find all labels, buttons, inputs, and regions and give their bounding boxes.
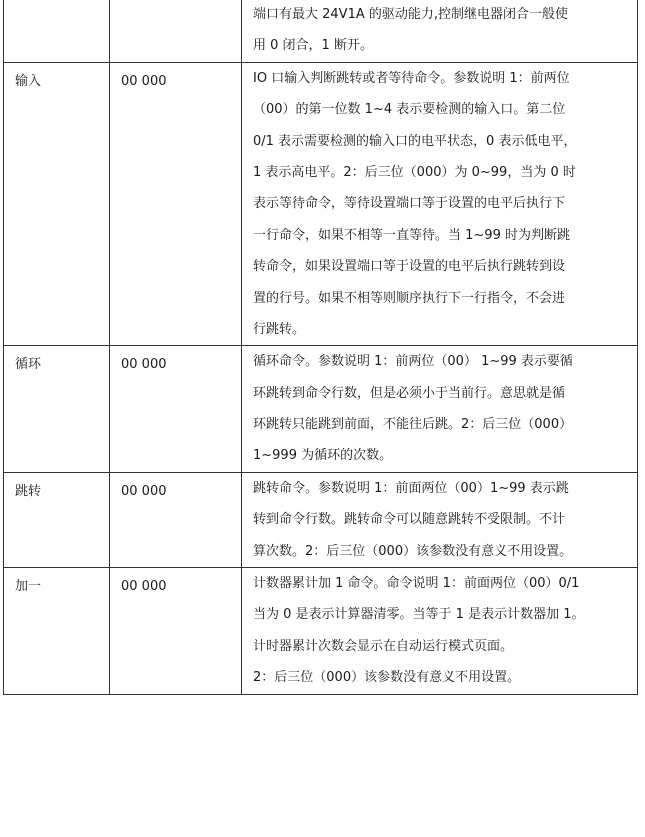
desc-line: 1 表示高电平。2：后三位（000）为 0~99，当为 0 时 — [253, 164, 576, 180]
desc-line: 1~999 为循环的次数。 — [253, 448, 393, 464]
table-row-loop — [4, 346, 638, 473]
command-param-cell: 00 000 — [110, 472, 242, 567]
desc-line: 转到命令行数。跳转命令可以随意跳转不受限制。不计 — [253, 512, 566, 528]
command-name-cell — [4, 0, 110, 62]
command-param-cell — [110, 0, 242, 62]
desc-line: 跳转命令。参数说明 1：前面两位（00）1~99 表示跳 — [253, 480, 569, 496]
command-desc-cell — [242, 0, 638, 62]
command-param-cell: 00 000 — [110, 568, 242, 695]
desc-line: （00）的第一位数 1~4 表示要检测的输入口。第二位 — [253, 102, 566, 118]
desc-line: 环跳转只能跳到前面，不能往后跳。2：后三位（000） — [253, 417, 573, 433]
desc-line: 端口有最大 24V1A 的驱动能力,控制继电器闭合一般使 — [253, 7, 568, 22]
table-row-increment — [4, 568, 638, 695]
desc-line: 2：后三位（000）该参数没有意义不用设置。 — [253, 670, 521, 686]
desc-line: 计时器累计次数会显示在自动运行模式页面。 — [253, 638, 514, 654]
command-param-cell: 00 000 — [110, 346, 242, 473]
command-desc-cell — [242, 62, 638, 346]
desc-line: 行跳转。 — [253, 321, 306, 337]
command-name-cell: 输入 — [4, 62, 110, 346]
desc-line: 环跳转到命令行数，但是必须小于当前行。意思就是循 — [253, 385, 566, 401]
desc-line: IO 口输入判断跳转或者等待命令。参数说明 1：前两位 — [253, 70, 570, 86]
desc-line: 置的行号。如果不相等则顺序执行下一行指令，不会进 — [253, 290, 566, 306]
command-desc-cell — [242, 472, 638, 567]
desc-line: 表示等待命令，等待设置端口等于设置的电平后执行下 — [253, 196, 566, 212]
command-desc-cell — [242, 568, 638, 695]
command-param-cell: 00 000 — [110, 62, 242, 346]
desc-line: 当为 0 是表示计算器清零。当等于 1 是表示计数器加 1。 — [253, 607, 585, 623]
command-name-cell: 跳转 — [4, 472, 110, 567]
table-row-output-continued — [4, 0, 638, 62]
desc-line: 用 0 闭合，1 断开。 — [253, 38, 373, 54]
desc-line: 一行命令，如果不相等一直等待。当 1~99 时为判断跳 — [253, 227, 570, 243]
desc-line: 循环命令。参数说明 1：前两位（00） 1~99 表示要循 — [253, 354, 573, 370]
command-name-cell: 循环 — [4, 346, 110, 473]
command-name-cell: 加一 — [4, 568, 110, 695]
desc-line: 转命令，如果设置端口等于设置的电平后执行跳转到设 — [253, 259, 566, 275]
table-row-input — [4, 62, 638, 346]
command-table-body — [4, 0, 638, 694]
table-row-jump — [4, 472, 638, 567]
command-desc-cell — [242, 346, 638, 473]
desc-line: 算次数。2：后三位（000）该参数没有意义不用设置。 — [253, 543, 573, 559]
desc-line: 0/1 表示需要检测的输入口的电平状态，0 表示低电平， — [253, 133, 577, 149]
command-table — [3, 0, 638, 695]
desc-line: 计数器累计加 1 命令。命令说明 1：前面两位（00）0/1 — [253, 576, 580, 592]
